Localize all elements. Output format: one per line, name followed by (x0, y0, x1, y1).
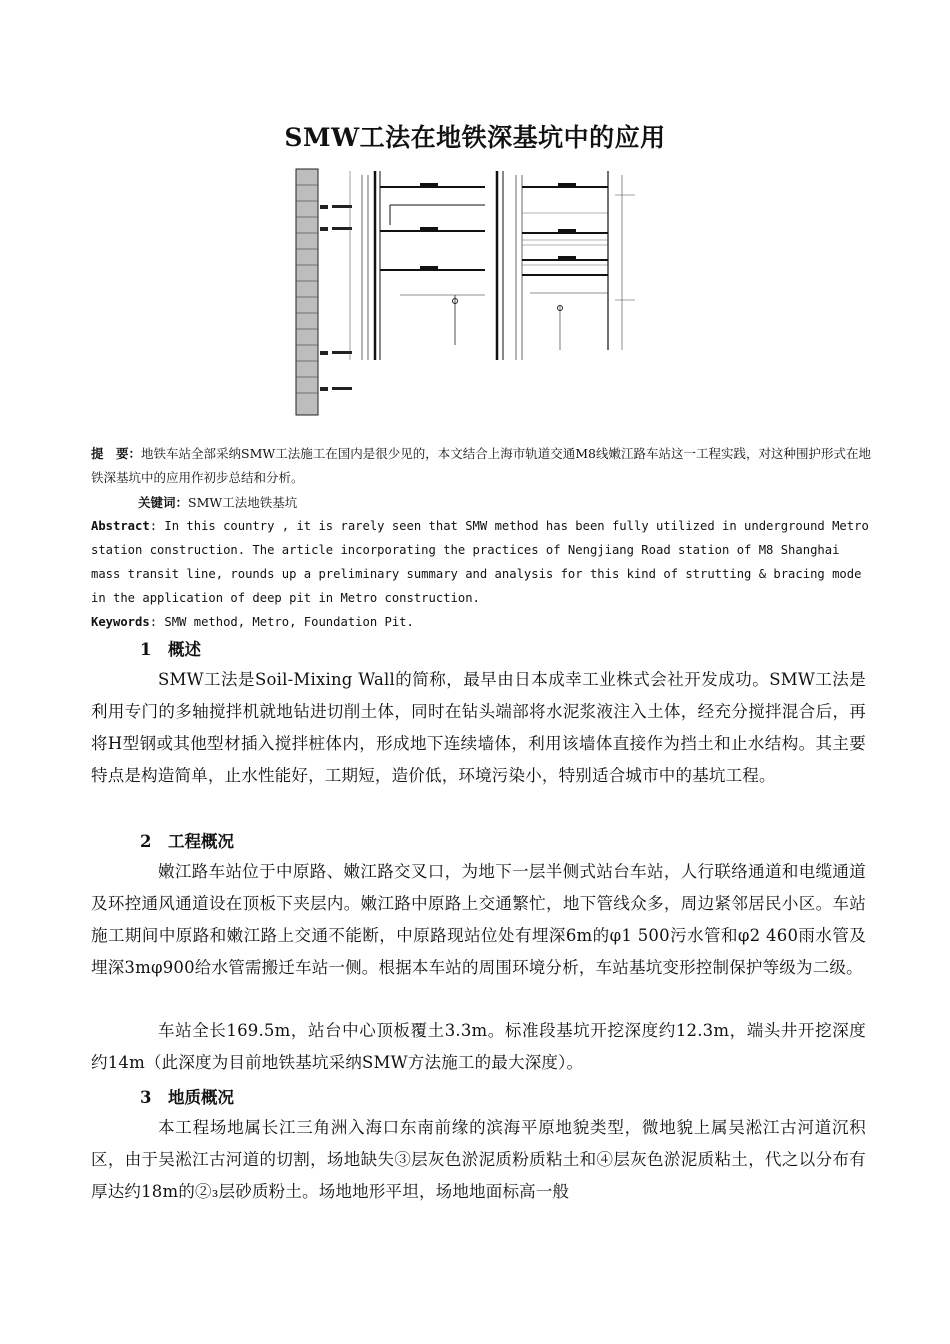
abstract-en-label: Abstract (91, 519, 150, 533)
section-paragraph: 本工程场地属长江三角洲入海口东南前缘的滨海平原地貌类型，微地貌上属吴淞江古河道沉积区，由于吴淞江古河道的切割，场地缺失③层灰色淤泥质粉质粘土和④层灰色淤泥质粘土，代之以分布有厚达约18m的②₃层砂质粉土。场地地形平坦，场地地面标高一般 (91, 1118, 866, 1201)
page-title: SMW工法在地铁深基坑中的应用 (284, 123, 666, 152)
section-heading: 2 工程概况 (140, 832, 234, 851)
keywords-en-text: : SMW method, Metro, Foundation Pit. (149, 615, 414, 629)
section-drawing (290, 165, 640, 420)
keywords-cn-label: 关键词： (138, 495, 189, 510)
section-paragraph: 嫩江路车站位于中原路、嫩江路交叉口，为地下一层半侧式站台车站，人行联络通道和电缆通道及环控通风通道设在顶板下夹层内。嫩江路中原路上交通繁忙，地下管线众多，周边紧邻居民小区。车站施工期间中原路和嫩江路上交通不能断，中原路现站位处有埋深6m的φ1 500污水管和φ2 460雨水管及埋深3mφ900给水管需搬迁车站一侧。根据本车站的周围环境分析，车站基坑变形控制保护等级为二级。 (91, 862, 866, 977)
section-paragraph: SMW工法是Soil-Mixing Wall的简称，最早由日本成幸工业株式会社开发成功。SMW工法是利用专门的多轴搅拌机就地钻进切削土体，同时在钻头端部将水泥浆液注入土体，经充分搅拌混合后，再将H型钢或其他型材插入搅拌桩体内，形成地下连续墙体，利用该墙体直接作为挡土和止水结构。其主要特点是构造简单，止水性能好，工期短，造价低，环境污染小，特别适合城市中的基坑工程。 (91, 670, 866, 785)
section-paragraph: 车站全长169.5m，站台中心顶板覆土3.3m。标准段基坑开挖深度约12.3m，端头井开挖深度约14m（此深度为目前地铁基坑采纳SMW方法施工的最大深度）。 (91, 1021, 866, 1072)
keywords-en (91, 610, 871, 634)
keywords-en-label: Keywords (91, 615, 150, 629)
abstract-cn-text: 地铁车站全部采纳SMW工法施工在国内是很少见的，本文结合上海市轨道交通M8线嫩江路车站这一工程实践，对这种围护形式在地铁深基坑中的应用作初步总结和分析。 (91, 446, 871, 485)
keywords-cn (138, 491, 918, 515)
retaining-wall-section-figure (290, 165, 640, 420)
abstract-en (91, 514, 871, 610)
section-heading: 3 地质概况 (140, 1088, 234, 1107)
keywords-cn-text: SMW工法地铁基坑 (188, 495, 298, 510)
abstract-cn (91, 442, 871, 490)
abstract-cn-label: 提 要： (91, 446, 142, 461)
section-heading: 1 概述 (140, 640, 201, 659)
abstract-en-text: : In this country , it is rarely seen that SMW method has been fully utilized in underground Metro station construction. The article incorporating the practices of Nengjiang Road station of M8 Shanghai mass transit line, rounds up a preliminary summary and analysis for this kind of strutting & bracing mode in the application of deep pit in Metro construction. (91, 519, 869, 605)
